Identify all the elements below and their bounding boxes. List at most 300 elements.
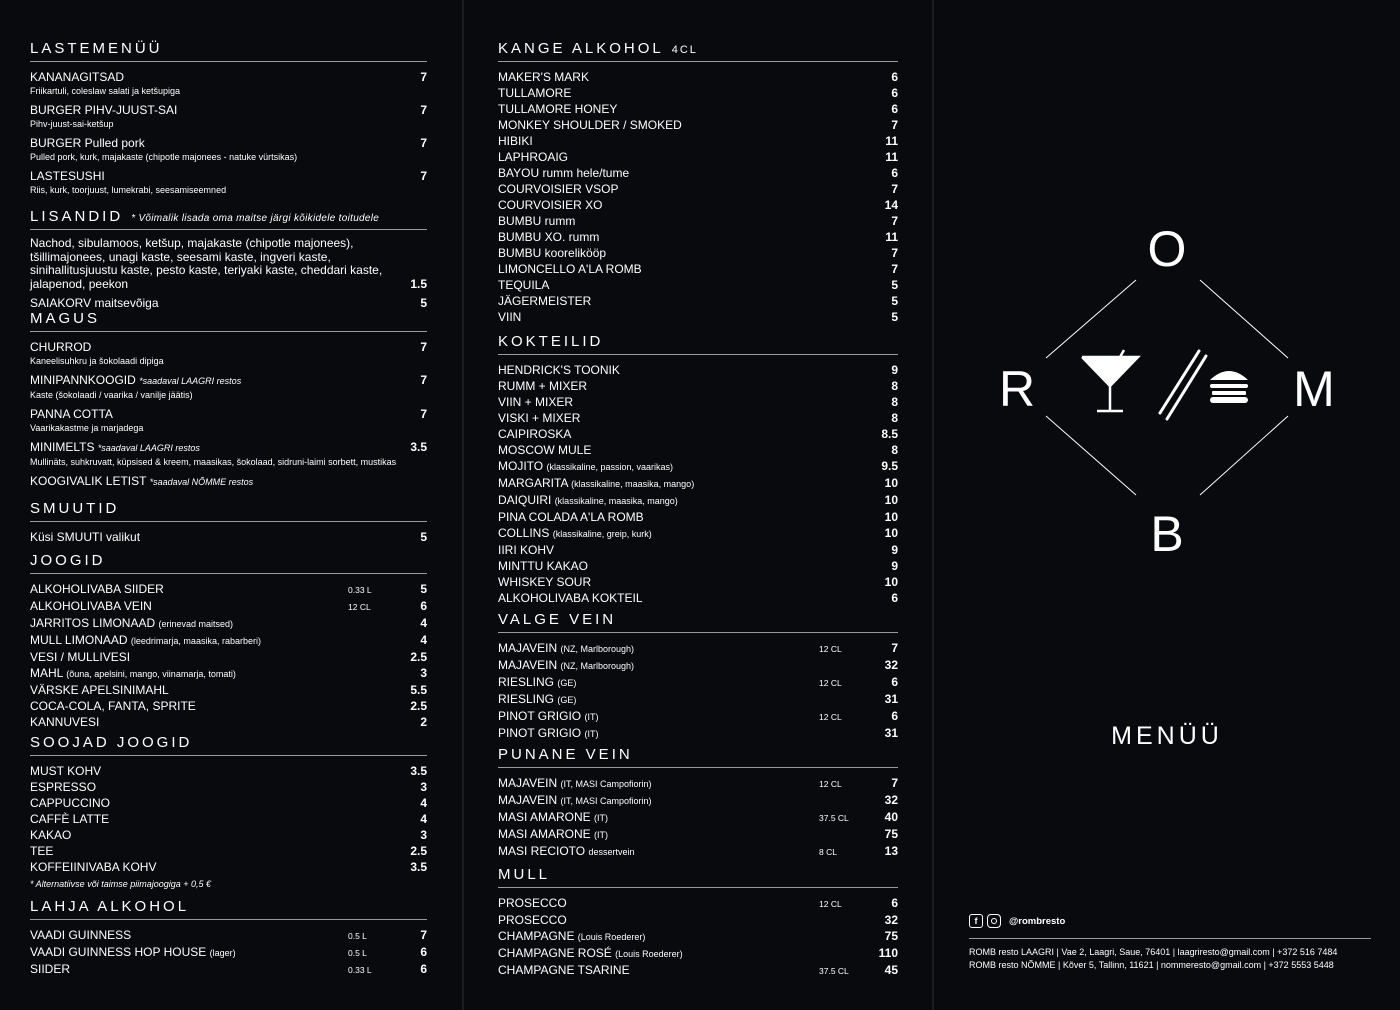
menu-item — [30, 372, 427, 389]
item-list — [30, 927, 427, 978]
item-list — [30, 529, 427, 545]
item-name-text: KOFFEIINIVABA KOHV — [30, 860, 157, 874]
menu-item — [498, 895, 898, 912]
section-punane-vein — [498, 746, 898, 860]
item-name — [498, 69, 864, 85]
item-name — [498, 792, 819, 809]
item-name-text: MINTTU KAKAO — [498, 559, 589, 573]
menu-item — [498, 962, 898, 979]
item-price: 7 — [891, 214, 898, 228]
item-name-text: CAPPUCCINO — [30, 796, 111, 810]
item-price: 7 — [420, 70, 427, 84]
item-name-text: Küsi SMUUTI valikut — [30, 530, 141, 544]
menu-item — [30, 69, 427, 85]
item-name — [30, 682, 348, 698]
item-name — [498, 843, 819, 860]
item-name-text: COURVOISIER XO — [498, 198, 603, 212]
menu-item — [498, 69, 898, 85]
item-note: (klassikaline, maasika, mango) — [571, 479, 695, 489]
item-name-text: COCA-COLA, FANTA, SPRITE — [30, 699, 196, 713]
item-price: 9 — [891, 559, 898, 573]
item-name — [30, 529, 393, 545]
section-divider — [498, 354, 898, 355]
item-price: 9 — [891, 363, 898, 377]
item-name-text: CHAMPAGNE TSARINE — [498, 963, 630, 977]
item-price: 3.5 — [410, 764, 427, 778]
contact-laagri: ROMB resto LAAGRI | Vae 2, Laagri, Saue, 76401 | laagriresto@gmail.com | +372 516 7484 — [969, 947, 1338, 957]
menu-item — [30, 665, 427, 682]
menu-item — [30, 827, 427, 843]
item-name — [30, 581, 348, 597]
section-title: LASTEMENÜÜ — [30, 40, 163, 57]
menu-panel-left — [0, 0, 462, 1010]
section-divider — [498, 632, 898, 633]
section-divider — [498, 767, 898, 768]
item-list — [30, 581, 427, 730]
section-subtitle: * Võimalik lisada oma maitse järgi kõikidele toitudele — [131, 213, 380, 224]
item-name — [498, 558, 864, 574]
item-name-text: MONKEY SHOULDER / SMOKED — [498, 118, 682, 132]
social-handle[interactable]: @rombresto — [1009, 915, 1066, 927]
section-title: JOOGID — [30, 552, 106, 569]
menu-item — [498, 213, 898, 229]
menu-item — [498, 509, 898, 525]
item-price: 3 — [420, 828, 427, 842]
item-note: (IT, MASI Campofiorin) — [560, 796, 652, 806]
menu-item — [498, 245, 898, 261]
item-description: Kaneelisuhkru ja šokolaadi dipiga — [30, 356, 164, 366]
menu-item — [498, 945, 898, 962]
menu-item — [498, 362, 898, 378]
item-size: 0.5 L — [348, 931, 367, 941]
menu-item — [30, 406, 427, 422]
item-price: 3 — [420, 666, 427, 680]
item-name-text: JARRITOS LIMONAAD — [30, 616, 156, 630]
item-price: 31 — [884, 692, 898, 706]
item-name — [498, 165, 864, 181]
item-name-text: LAPHROAIG — [498, 150, 569, 164]
item-name-text: BURGER PIHV-JUUST-SAI — [30, 103, 178, 117]
menu-item — [498, 691, 898, 708]
item-price: 7 — [420, 928, 427, 942]
menu-item — [498, 775, 898, 792]
section-title: SOOJAD JOOGID — [30, 734, 193, 751]
logo-letter-r: R — [998, 361, 1036, 417]
item-size: 0.33 L — [348, 585, 372, 595]
spacer — [30, 490, 427, 494]
footnote: * Alternatiivse või taimse piimajoogiga + 0,5 € — [30, 879, 212, 889]
item-price: 8 — [891, 379, 898, 393]
item-name — [30, 811, 393, 827]
item-price: 7 — [891, 641, 898, 655]
menu-item — [498, 590, 898, 606]
cocktail-glass-icon — [1082, 350, 1138, 411]
item-price: 6 — [891, 675, 898, 689]
item-price: 5 — [420, 296, 427, 310]
item-name-text: JÄGERMEISTER — [498, 294, 592, 308]
item-name — [498, 574, 864, 590]
menu-item — [498, 674, 898, 691]
menu-item — [30, 168, 427, 184]
item-price: 6 — [891, 591, 898, 605]
item-list — [498, 775, 898, 860]
item-name — [498, 181, 864, 197]
item-name-text: MINIPANNKOOGID — [30, 373, 136, 387]
item-price: 6 — [420, 945, 427, 959]
item-price: 10 — [884, 510, 898, 524]
section-title: MAGUS — [30, 310, 101, 327]
item-price: 45 — [884, 963, 898, 977]
item-name — [30, 406, 393, 422]
item-name — [30, 102, 393, 118]
item-price: 2.5 — [410, 650, 427, 664]
instagram-icon[interactable] — [987, 914, 1001, 928]
item-name — [30, 665, 348, 682]
item-price: 6 — [891, 896, 898, 910]
item-size: 12 CL — [819, 779, 842, 789]
item-description: Pulled pork, kurk, majakaste (chipotle majonees - natuke vürtsikas) — [30, 152, 298, 162]
menu-item — [498, 525, 898, 542]
menu-item — [498, 426, 898, 442]
menu-item — [30, 339, 427, 355]
item-price: 7 — [891, 246, 898, 260]
menu-item — [498, 792, 898, 809]
item-name — [498, 809, 819, 826]
section-title: MULL — [498, 866, 551, 883]
menu-item — [30, 698, 427, 714]
item-name-text: CHAMPAGNE — [498, 929, 575, 943]
item-name-text: BUMBU XO. rumm — [498, 230, 600, 244]
menu-item — [498, 261, 898, 277]
item-note: (lager) — [209, 948, 236, 958]
item-note: *saadaval NÕMME restos — [149, 477, 254, 487]
item-price: 9.5 — [881, 459, 898, 473]
menu-item — [30, 779, 427, 795]
logo-letter-b: B — [1150, 506, 1184, 562]
item-name-text: MAJAVEIN — [498, 641, 558, 655]
item-name — [498, 378, 864, 394]
item-name-text: RUMM + MIXER — [498, 379, 588, 393]
menu-item — [30, 811, 427, 827]
item-price: 110 — [878, 946, 898, 960]
item-name — [30, 135, 393, 151]
item-price: 75 — [884, 827, 898, 841]
item-name — [498, 912, 819, 928]
menu-item — [30, 473, 427, 490]
item-name-text: KANNUVESI — [30, 715, 100, 729]
menu-item — [498, 309, 898, 325]
section-divider — [498, 61, 898, 62]
section-divider — [30, 229, 427, 230]
menu-item — [30, 439, 427, 456]
item-name-text: MASI AMARONE — [498, 810, 591, 824]
menu-item — [498, 394, 898, 410]
menu-item — [30, 859, 427, 875]
item-name — [30, 843, 393, 859]
item-note: (Louis Roederer) — [577, 932, 646, 942]
item-note: (klassikaline, greip, kurk) — [552, 529, 652, 539]
romb-logo — [934, 210, 1400, 570]
section-title: KOKTEILID — [498, 333, 604, 350]
item-price: 7 — [420, 169, 427, 183]
logo-letter-o: O — [1147, 221, 1187, 277]
menu-item — [498, 181, 898, 197]
section-title — [30, 208, 427, 225]
item-name — [30, 168, 393, 184]
item-name-text: MOJITO — [498, 459, 544, 473]
item-note: (klassikaline, passion, vaarikas) — [546, 462, 674, 472]
item-name — [30, 927, 348, 943]
menu-item — [498, 458, 898, 475]
item-name-text: CHAMPAGNE ROSÉ — [498, 946, 612, 960]
item-name — [498, 542, 864, 558]
section-divider — [30, 755, 427, 756]
item-name-text: BAYOU rumm hele/tume — [498, 166, 630, 180]
item-price: 7 — [891, 182, 898, 196]
item-note: (GE) — [557, 678, 577, 688]
item-name — [498, 362, 864, 378]
item-name — [498, 895, 819, 911]
item-name-text: PANNA COTTA — [30, 407, 113, 421]
item-list — [498, 640, 898, 742]
menu-item — [30, 961, 427, 978]
menu-item — [30, 944, 427, 961]
item-price: 9 — [891, 543, 898, 557]
item-size: 0.33 L — [348, 965, 372, 975]
item-name-text: VAADI GUINNESS — [30, 928, 132, 942]
section-title: VALGE VEIN — [498, 611, 617, 628]
item-price: 7 — [420, 340, 427, 354]
menu-item — [498, 197, 898, 213]
item-name-text: ESPRESSO — [30, 780, 97, 794]
item-price: 32 — [884, 658, 898, 672]
menu-item — [498, 149, 898, 165]
menu-item — [498, 165, 898, 181]
contact-divider — [969, 938, 1371, 939]
item-name-text: MAJAVEIN — [498, 793, 558, 807]
menu-item — [498, 558, 898, 574]
menu-item — [498, 442, 898, 458]
item-name — [30, 714, 348, 730]
section-smuutid — [30, 500, 427, 545]
item-description: Vaarikakastme ja marjadega — [30, 423, 144, 433]
item-name-text: VIIN + MIXER — [498, 395, 574, 409]
item-name — [30, 827, 393, 843]
item-name-text: BUMBU koorelikööр — [498, 246, 607, 260]
item-price: 8 — [891, 443, 898, 457]
item-name — [498, 394, 864, 410]
item-price: 10 — [884, 493, 898, 507]
item-name-text: MASI RECIOTO — [498, 844, 586, 858]
item-price: 3.5 — [410, 860, 427, 874]
item-price: 32 — [884, 913, 898, 927]
item-name — [498, 245, 864, 261]
item-description: Friikartuli, coleslaw salati ja ketšupiga — [30, 86, 181, 96]
item-size: 37.5 CL — [819, 966, 849, 976]
item-name — [30, 598, 348, 614]
item-name-text: KAKAO — [30, 828, 72, 842]
menu-item — [30, 581, 427, 598]
menu-item — [498, 410, 898, 426]
menu-item — [30, 763, 427, 779]
item-name — [30, 763, 393, 779]
diamond-outline — [1046, 280, 1288, 495]
item-price: 4 — [420, 812, 427, 826]
item-name — [498, 261, 864, 277]
item-name-text: VIIN — [498, 310, 522, 324]
item-price: 10 — [884, 575, 898, 589]
item-name-text: HENDRICK'S TOONIK — [498, 363, 620, 377]
section-kange-alkohol — [498, 40, 898, 325]
item-description: Mullinäts, suhkruvatt, küpsised & kreem, maasikas, šokolaad, sidruni-laimi sorbett, mustikas — [30, 457, 397, 467]
menu-item — [498, 101, 898, 117]
item-size: 12 CL — [819, 712, 842, 722]
item-name-text: VÄRSKE APELSINIMAHL — [30, 683, 169, 697]
item-name — [498, 277, 864, 293]
item-note: (klassikaline, maasika, mango) — [554, 496, 678, 506]
section-divider — [30, 61, 427, 62]
item-name — [498, 85, 864, 101]
menu-item — [30, 135, 427, 151]
section-divider — [30, 331, 427, 332]
item-price: 7 — [891, 776, 898, 790]
item-note: (õuna, apelsini, mango, viinamarja, tomati) — [66, 669, 236, 679]
item-description: Pihv-juust-sai-ketšup — [30, 119, 114, 129]
item-name-text: PINOT GRIGIO — [498, 709, 582, 723]
section-lastemenyy — [30, 40, 427, 201]
item-note: (leedrimarja, maasika, rabarberi) — [130, 636, 261, 646]
item-price: 10 — [884, 526, 898, 540]
section-divider — [30, 521, 427, 522]
item-name — [30, 944, 348, 961]
item-name-text: MARGARITA — [498, 476, 568, 490]
section-divider — [30, 919, 427, 920]
item-name — [498, 293, 864, 309]
item-name — [498, 197, 864, 213]
item-name: SAIAKORV maitsevõiga — [30, 296, 159, 310]
menu-item — [30, 598, 427, 615]
item-price: 7 — [420, 136, 427, 150]
item-note: (IT) — [594, 830, 609, 840]
item-name — [498, 426, 864, 442]
item-name — [498, 492, 864, 509]
item-name — [498, 229, 864, 245]
item-name-text: LASTESUSHI — [30, 169, 105, 183]
item-note: (erinevad maitsed) — [158, 619, 234, 629]
menu-item — [30, 649, 427, 665]
menu-item — [498, 725, 898, 742]
item-name — [498, 962, 819, 978]
item-name-text: VISKI + MIXER — [498, 411, 581, 425]
item-description: Kaste (šokolaadi / vaarika / vanilje jäätis) — [30, 390, 193, 400]
menu-item — [498, 843, 898, 860]
addons-price: 1.5 — [410, 276, 427, 291]
item-note: (IT, MASI Campofiorin) — [560, 779, 652, 789]
item-name — [498, 775, 819, 792]
menu-item — [498, 912, 898, 928]
section-title: SMUUTID — [30, 500, 120, 517]
logo-letter-m: M — [1293, 361, 1335, 417]
item-price: 6 — [420, 599, 427, 613]
menu-item — [498, 640, 898, 657]
section-lisandid — [30, 208, 427, 311]
menu-item — [498, 117, 898, 133]
item-list — [30, 763, 427, 875]
item-name — [498, 691, 819, 708]
item-name — [498, 945, 819, 962]
item-note: (GE) — [557, 695, 577, 705]
item-name-text: COURVOISIER VSOP — [498, 182, 619, 196]
item-name — [498, 442, 864, 458]
item-name — [30, 372, 393, 389]
menu-item — [30, 795, 427, 811]
menu-item — [498, 229, 898, 245]
section-kokteilid — [498, 333, 898, 606]
burger-icon — [1210, 371, 1248, 403]
item-name — [498, 725, 819, 742]
item-price: 7 — [420, 407, 427, 421]
item-name-text: PINA COLADA A'LA ROMB — [498, 510, 644, 524]
item-name-text: TULLAMORE HONEY — [498, 102, 618, 116]
item-name — [30, 615, 348, 632]
item-price: 6 — [891, 70, 898, 84]
menu-item — [498, 809, 898, 826]
menu-item — [30, 632, 427, 649]
menu-item — [498, 826, 898, 843]
item-name-text: MUST KOHV — [30, 764, 102, 778]
addons-paragraph — [30, 237, 427, 291]
menu-item — [30, 295, 427, 311]
item-name-text: ALKOHOLIVABA SIIDER — [30, 582, 164, 596]
section-lahja-alkohol — [30, 898, 427, 978]
item-name — [498, 674, 819, 691]
menu-item — [498, 928, 898, 945]
contact-nomme: ROMB resto NÕMME | Kõver 5, Tallinn, 11621 | nommeresto@gmail.com | +372 5553 5448 — [969, 960, 1334, 970]
item-name-text: MAJAVEIN — [498, 776, 558, 790]
item-price: 4 — [420, 633, 427, 647]
item-list — [498, 362, 898, 606]
item-name-text: ALKOHOLIVABA VEIN — [30, 599, 152, 613]
item-name — [30, 649, 348, 665]
item-note: (NZ, Marlborough) — [560, 644, 634, 654]
item-name-text: WHISKEY SOUR — [498, 575, 592, 589]
item-name-text: TEQUILA — [498, 278, 550, 292]
menu-title: MENÜÜ — [1111, 722, 1223, 750]
item-size: 12 CL — [819, 678, 842, 688]
facebook-icon[interactable]: f — [969, 914, 983, 928]
item-name-text: TULLAMORE — [498, 86, 572, 100]
item-name-text: TEE — [30, 844, 54, 858]
section-title: LAHJA ALKOHOL — [30, 898, 190, 915]
item-size: 8 CL — [819, 847, 837, 857]
item-name — [30, 859, 393, 875]
item-note: (IT) — [594, 813, 609, 823]
item-price: 7 — [420, 373, 427, 387]
item-name — [30, 779, 393, 795]
item-name-text: DAIQUIRI — [498, 493, 552, 507]
item-price: 7 — [420, 103, 427, 117]
item-note: (Louis Roederer) — [615, 949, 683, 959]
item-name-text: MAHL — [30, 666, 63, 680]
section-title: PUNANE VEIN — [498, 746, 633, 763]
section-title-text: LISANDID — [30, 208, 124, 225]
menu-item — [498, 85, 898, 101]
item-name — [498, 213, 864, 229]
item-name-text: CAIPIROSKA — [498, 427, 572, 441]
item-price: 11 — [885, 150, 898, 164]
item-name — [498, 410, 864, 426]
item-price: 8.5 — [881, 427, 898, 441]
